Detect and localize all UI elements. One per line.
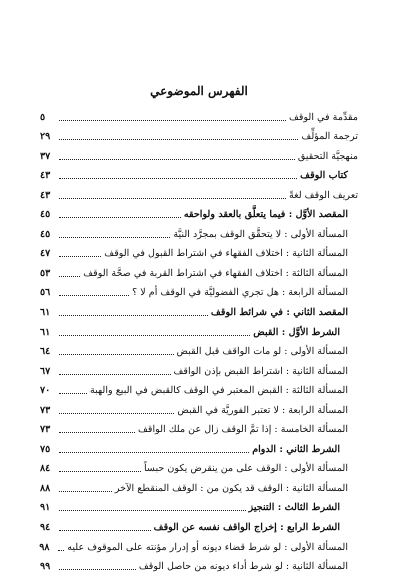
- dot-leader: [59, 256, 101, 257]
- toc-entry: [40, 163, 358, 183]
- dot-leader: [59, 471, 141, 472]
- dot-leader: [58, 550, 64, 551]
- toc-entry-page-number: ٢٩: [40, 131, 51, 143]
- toc-entry-title: المسألة الثانية : لو شرط أداء ديونه من حاصل الوقف: [138, 561, 348, 573]
- toc-entry-title: المقصد الأوَّل : فيما يتعلَّق بالعقد ولواحقه: [183, 209, 348, 221]
- dot-leader: [59, 237, 170, 238]
- dot-leader: [59, 198, 286, 199]
- toc-entry-page-number: ٥: [40, 111, 46, 123]
- dot-leader: [59, 413, 174, 414]
- toc-entry: [40, 241, 358, 261]
- table-of-contents: [40, 104, 358, 573]
- dot-leader: [59, 120, 286, 121]
- dot-leader: [59, 178, 297, 179]
- toc-entry: [40, 378, 358, 398]
- toc-entry-page-number: ٩٩: [40, 561, 51, 573]
- toc-entry-title: المسألة الثانية : اشتراط القبض بإذن الواقف: [173, 365, 348, 377]
- toc-entry: [40, 534, 358, 554]
- dot-leader: [59, 432, 135, 433]
- dot-leader: [59, 315, 208, 316]
- toc-entry-page-number: ٧٣: [40, 424, 51, 436]
- toc-entry-page-number: ٦٧: [40, 365, 51, 377]
- toc-entry: [40, 475, 358, 495]
- toc-entry: [40, 495, 358, 515]
- toc-entry: [40, 339, 358, 359]
- page-title: الفهرس الموضوعي: [150, 84, 248, 98]
- toc-entry-page-number: ٤٧: [40, 248, 51, 260]
- toc-entry-title: تعريف الوقف لغةً: [288, 189, 358, 201]
- toc-entry-title: المقصد الثاني : في شرائط الوقف: [210, 307, 348, 319]
- toc-entry-page-number: ٧٥: [40, 443, 51, 455]
- toc-entry-title: المسألة الثانية : الوقف قد يكون من : الوقف المنقطع الآخر: [114, 482, 348, 494]
- toc-entry: [40, 182, 358, 202]
- toc-entry-title: الشرط الثاني : الدوام: [252, 443, 340, 455]
- toc-entry-page-number: ٦٤: [40, 346, 51, 358]
- toc-entry-title: ترجمة المؤلِّف: [301, 131, 358, 143]
- toc-entry-page-number: ٤٥: [40, 228, 51, 240]
- toc-entry-title: المسألة الأولى : لا يتحقَّق الوقف بمجرَّد النيَّة: [173, 228, 348, 240]
- toc-entry: [40, 417, 358, 437]
- dot-leader: [59, 393, 87, 394]
- toc-entry-page-number: ٦١: [40, 307, 51, 319]
- toc-entry-title: المسألة الخامسة : إذا تمَّ الوقف زال عن ملك الواقف: [137, 424, 348, 436]
- toc-entry-title: المسألة الرابعة : لا تعتبر الفوريَّة في القبض: [177, 404, 348, 416]
- dot-leader: [59, 374, 171, 375]
- toc-entry: [40, 221, 358, 241]
- toc-entry-page-number: ٥٦: [40, 287, 51, 299]
- toc-entry: [40, 143, 358, 163]
- toc-entry-page-number: ٥٣: [40, 267, 51, 279]
- toc-entry: [40, 397, 358, 417]
- toc-entry: [40, 456, 358, 476]
- toc-entry-page-number: ٧٠: [40, 385, 51, 397]
- toc-entry-page-number: ٨٤: [40, 463, 51, 475]
- toc-entry: [40, 514, 358, 534]
- toc-entry-title: المسألة الثالثة : اختلاف الفقهاء في اشتراط القربة في صحَّة الوقف: [83, 267, 348, 279]
- toc-entry: [40, 124, 358, 144]
- toc-entry-title: المسألة الأولى : لو شرط قضاء ديونه أو إدرار مؤنته على الموقوف عليه: [67, 541, 348, 553]
- toc-entry: [40, 299, 358, 319]
- toc-entry-page-number: ٩١: [40, 502, 51, 514]
- toc-entry-title: كتاب الوقف: [300, 170, 348, 182]
- toc-entry: [40, 280, 358, 300]
- toc-entry: [40, 436, 358, 456]
- toc-entry-title: منهجيَّة التحقيق: [297, 150, 358, 162]
- dot-leader: [59, 569, 136, 570]
- dot-leader: [59, 276, 80, 277]
- dot-leader: [59, 217, 181, 218]
- toc-entry-page-number: ٤٥: [40, 209, 51, 221]
- dot-leader: [59, 491, 112, 492]
- toc-entry-page-number: ٣٧: [40, 150, 51, 162]
- toc-entry-title: الشرط الرابع : إخراج الواقف نفسه عن الوقف: [153, 522, 340, 534]
- toc-entry-page-number: ٩٤: [40, 522, 51, 534]
- dot-leader: [59, 295, 129, 296]
- toc-entry-page-number: ٨٨: [40, 482, 51, 494]
- dot-leader: [59, 452, 249, 453]
- toc-entry-page-number: ٧٣: [40, 404, 51, 416]
- dot-leader: [59, 335, 250, 336]
- toc-entry-title: المسألة الرابعة : هل تجري الفضوليَّة في الوقف أم لا ؟: [132, 287, 348, 299]
- toc-entry: [40, 319, 358, 339]
- toc-entry: [40, 202, 358, 222]
- toc-entry-title: المسألة الأولى : لو مات الواقف قبل القبض: [176, 346, 348, 358]
- toc-entry: [40, 260, 358, 280]
- toc-entry-title: الشرط الثالث : التنجيز: [248, 502, 340, 514]
- toc-entry: [40, 554, 358, 574]
- toc-entry-page-number: ٩٨: [39, 541, 50, 553]
- toc-entry-title: المسألة الثالثة : القبض المعتبر في الوقف كالقبض في البيع والهبة: [89, 385, 348, 397]
- toc-entry-title: المسألة الأولى : الوقف على من ينقرض يكون حبساً: [144, 463, 348, 475]
- toc-entry: [40, 358, 358, 378]
- dot-leader: [59, 530, 151, 531]
- toc-entry-title: الشرط الأوَّل : القبض: [253, 326, 340, 338]
- dot-leader: [59, 159, 295, 160]
- toc-entry-page-number: ٦١: [40, 326, 51, 338]
- toc-entry-page-number: ٤٣: [40, 170, 51, 182]
- dot-leader: [59, 510, 246, 511]
- toc-entry-title: المسألة الثانية : اختلاف الفقهاء في اشتراط القبول في الوقف: [104, 248, 348, 260]
- dot-leader: [59, 139, 298, 140]
- toc-entry: [40, 104, 358, 124]
- toc-entry-title: مقدِّمة في الوقف: [288, 111, 358, 123]
- dot-leader: [59, 354, 174, 355]
- toc-entry-page-number: ٤٣: [40, 189, 51, 201]
